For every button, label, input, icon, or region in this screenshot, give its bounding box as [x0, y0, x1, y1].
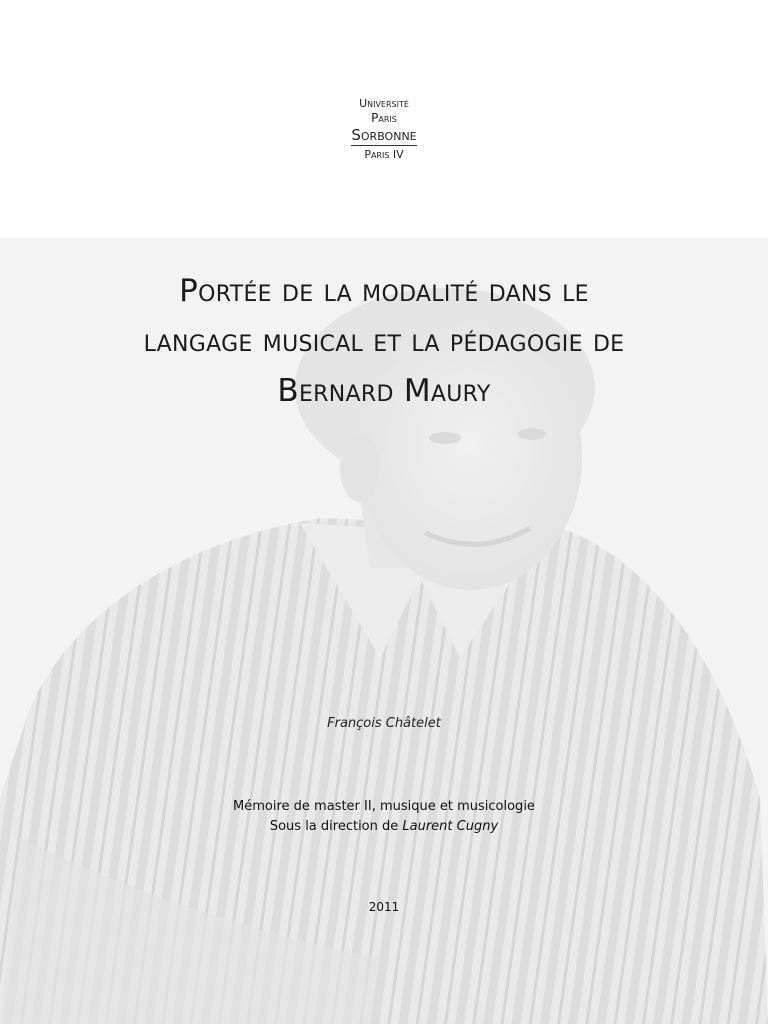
logo-line-paris: Paris	[371, 111, 397, 125]
direction-prefix: Sous la direction de	[269, 819, 403, 834]
university-logo	[0, 98, 768, 160]
logo-line-universite: Université	[359, 97, 409, 110]
logo-line-sorbonne: Sorbonne	[351, 126, 417, 144]
logo-line-paris-iv: Paris IV	[364, 148, 404, 161]
thesis-direction	[0, 817, 768, 837]
title-line-3: Bernard Maury	[277, 373, 491, 409]
title-line-1: Portée de la modalité dans le	[179, 273, 589, 309]
thesis-info	[0, 797, 768, 837]
supervisor-name: Laurent Cugny	[402, 819, 499, 834]
thesis-degree: Mémoire de master II, musique et musicologie	[233, 799, 535, 814]
title-line-2: langage musical et la pédagogie de	[143, 323, 625, 359]
author-name: François Châtelet	[327, 716, 441, 731]
document-title	[40, 266, 728, 416]
publication-year: 2011	[368, 900, 400, 914]
